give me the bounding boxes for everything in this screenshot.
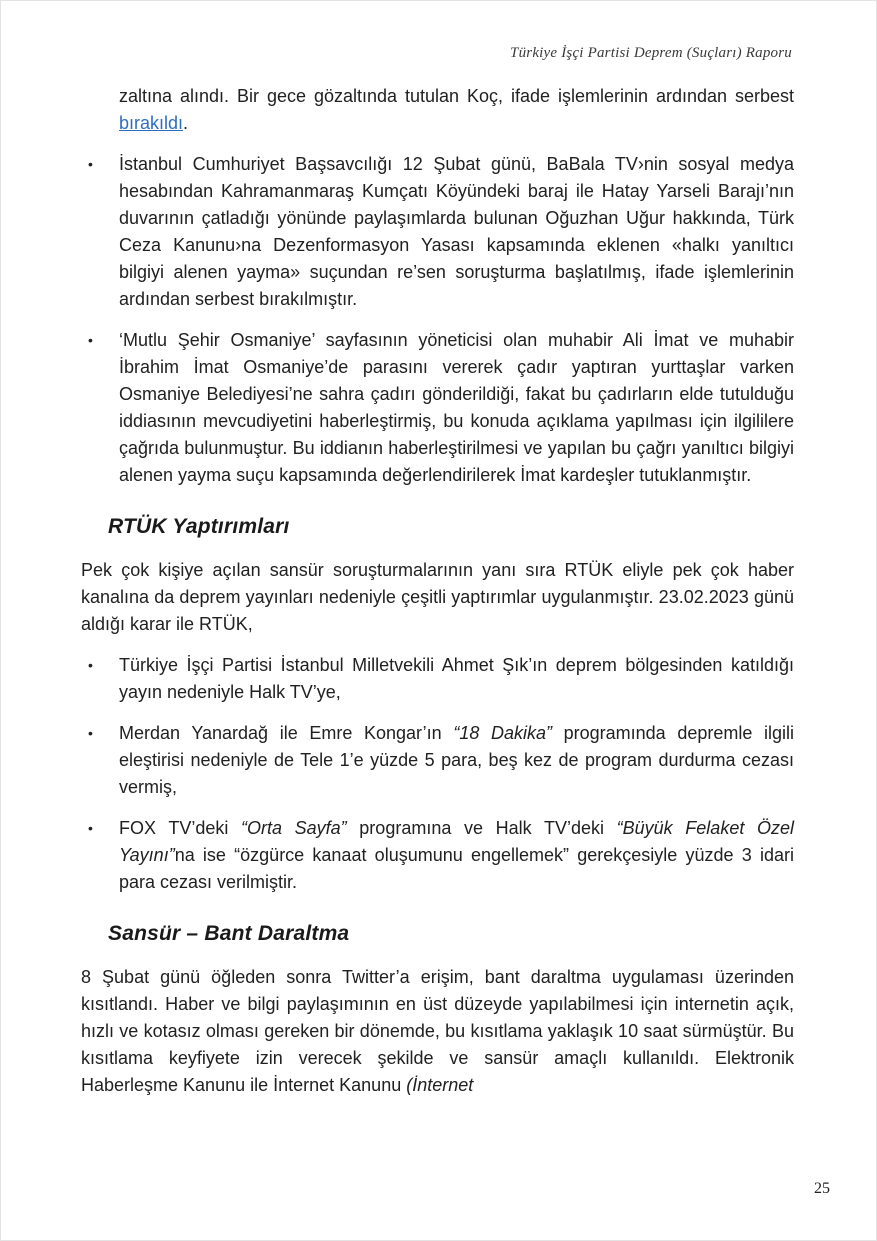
text-run: FOX TV’deki: [119, 818, 241, 838]
text-run: programında depremle ilgili eleştirisi nedeniyle de Tele 1’e yüzde 5 para, beş kez de program durdurma cezası vermiş,: [119, 723, 794, 797]
text-run: Türkiye İşçi Partisi İstanbul Milletvekili Ahmet Şık’ın deprem bölgesinden katıldığı yayın nedeniyle Halk TV’ye,: [119, 655, 794, 702]
italic-text: “Büyük Felaket Özel Yayını”: [119, 818, 794, 865]
text-run: programına ve Halk TV’deki: [346, 818, 617, 838]
bullet-marker: •: [88, 156, 93, 172]
bullet-item: [81, 327, 794, 489]
bullet-item: [81, 652, 794, 706]
bullet-text: ‘Mutlu Şehir Osmaniye’ sayfasının yöneticisi olan muhabir Ali İmat ve muhabir İbrahim İmat Osmaniye’de parasını vererek çadır yaptıran yurttaşlar varken Osmaniye Belediyesi’ne sahra çadırı gönderildiği, fakat bu çadırların elde tutulduğu iddiasının mevcudiyetini haberleştirmiş, bu konuda açıklama yapılması için ilgililere çağrıda bulunmuştur. Bu iddianın haberleştirilmesi ve yapılan bu çağrı yanıltıcı bilgiyi alenen yayma suçu kapsamında değerlendirilerek İmat kardeşler tutuklanmıştır.: [119, 330, 794, 485]
bullet-item: [81, 815, 794, 896]
bullet-marker: •: [88, 332, 93, 348]
bullet-text: [119, 720, 794, 801]
section-heading-sansur: Sansür – Bant Daraltma: [108, 922, 350, 945]
text-run: 8 Şubat günü öğleden sonra Twitter’a erişim, bant daraltma uygulaması üzerinden kısıtlandı. Haber ve bilgi paylaşımının en üst düzeyde yapılabilmesi için internetin açık, hızlı ve kotasız olması gereken bir dönemde, bu kısıtlama yaklaşık 10 saat sürmüştür. Bu kısıtlama keyfiyete izin verecek şekilde ve sansür amaçlı kullanıldı. Elektronik Haberleşme Kanunu ile İnternet Kanunu: [81, 967, 794, 1095]
text-run: zaltına alındı. Bir gece gözaltında tutulan Koç, ifade işlemlerinin ardından serbest: [119, 86, 794, 106]
text-run: .: [183, 113, 189, 133]
italic-text: (İnternet: [406, 1075, 474, 1095]
bullet-item: [81, 720, 794, 801]
sansur-paragraph: [81, 964, 794, 1099]
italic-text: “Orta Sayfa”: [240, 818, 347, 838]
bullet-text: [119, 815, 794, 896]
page-number: 25: [814, 1180, 830, 1197]
bullet-text: İstanbul Cumhuriyet Başsavcılığı 12 Şubat günü, BaBala TV›nin sosyal medya hesabından Kahramanmaraş Kumçatı Köyündeki baraj ile Hatay Yarseli Barajı’nın duvarının çatladığı yönünde paylaşımlarda bulunan Oğuzhan Uğur hakkında, Türk Ceza Kanunu›na Dezenformasyon Yasası kapsamında eklenen «halkı yanıltıcı bilgiyi alenen yayma» suçundan re’sen soruşturma başlatılmış, ifade işlemlerinin ardından serbest bırakılmıştır.: [119, 154, 794, 309]
bullet-marker: •: [88, 820, 93, 836]
italic-text: “18 Dakika”: [453, 723, 552, 743]
text-run: na ise “özgürce kanaat oluşumunu engellemek” gerekçesiyle yüzde 3 idari para cezası verilmiştir.: [119, 845, 794, 892]
bullet-item: [81, 151, 794, 313]
bullet-marker: •: [88, 725, 93, 741]
page-content: [81, 83, 794, 1113]
bullet-marker: •: [88, 657, 93, 673]
section-heading-rtuk: RTÜK Yaptırımları: [108, 515, 290, 538]
text-run: Merdan Yanardağ ile Emre Kongar’ın: [119, 723, 454, 743]
bullet-text: [119, 652, 794, 706]
running-header: Türkiye İşçi Partisi Deprem (Suçları) Raporu: [510, 45, 792, 61]
rtuk-lead-paragraph: Pek çok kişiye açılan sansür soruşturmalarının yanı sıra RTÜK eliyle pek çok haber kanalına da deprem yayınları nedeniyle çeşitli yaptırımlar uygulanmıştır. 23.02.2023 günü aldığı karar ile RTÜK,: [81, 560, 794, 634]
inline-link[interactable]: bırakıldı: [119, 113, 184, 133]
intro-paragraph: [119, 83, 794, 137]
